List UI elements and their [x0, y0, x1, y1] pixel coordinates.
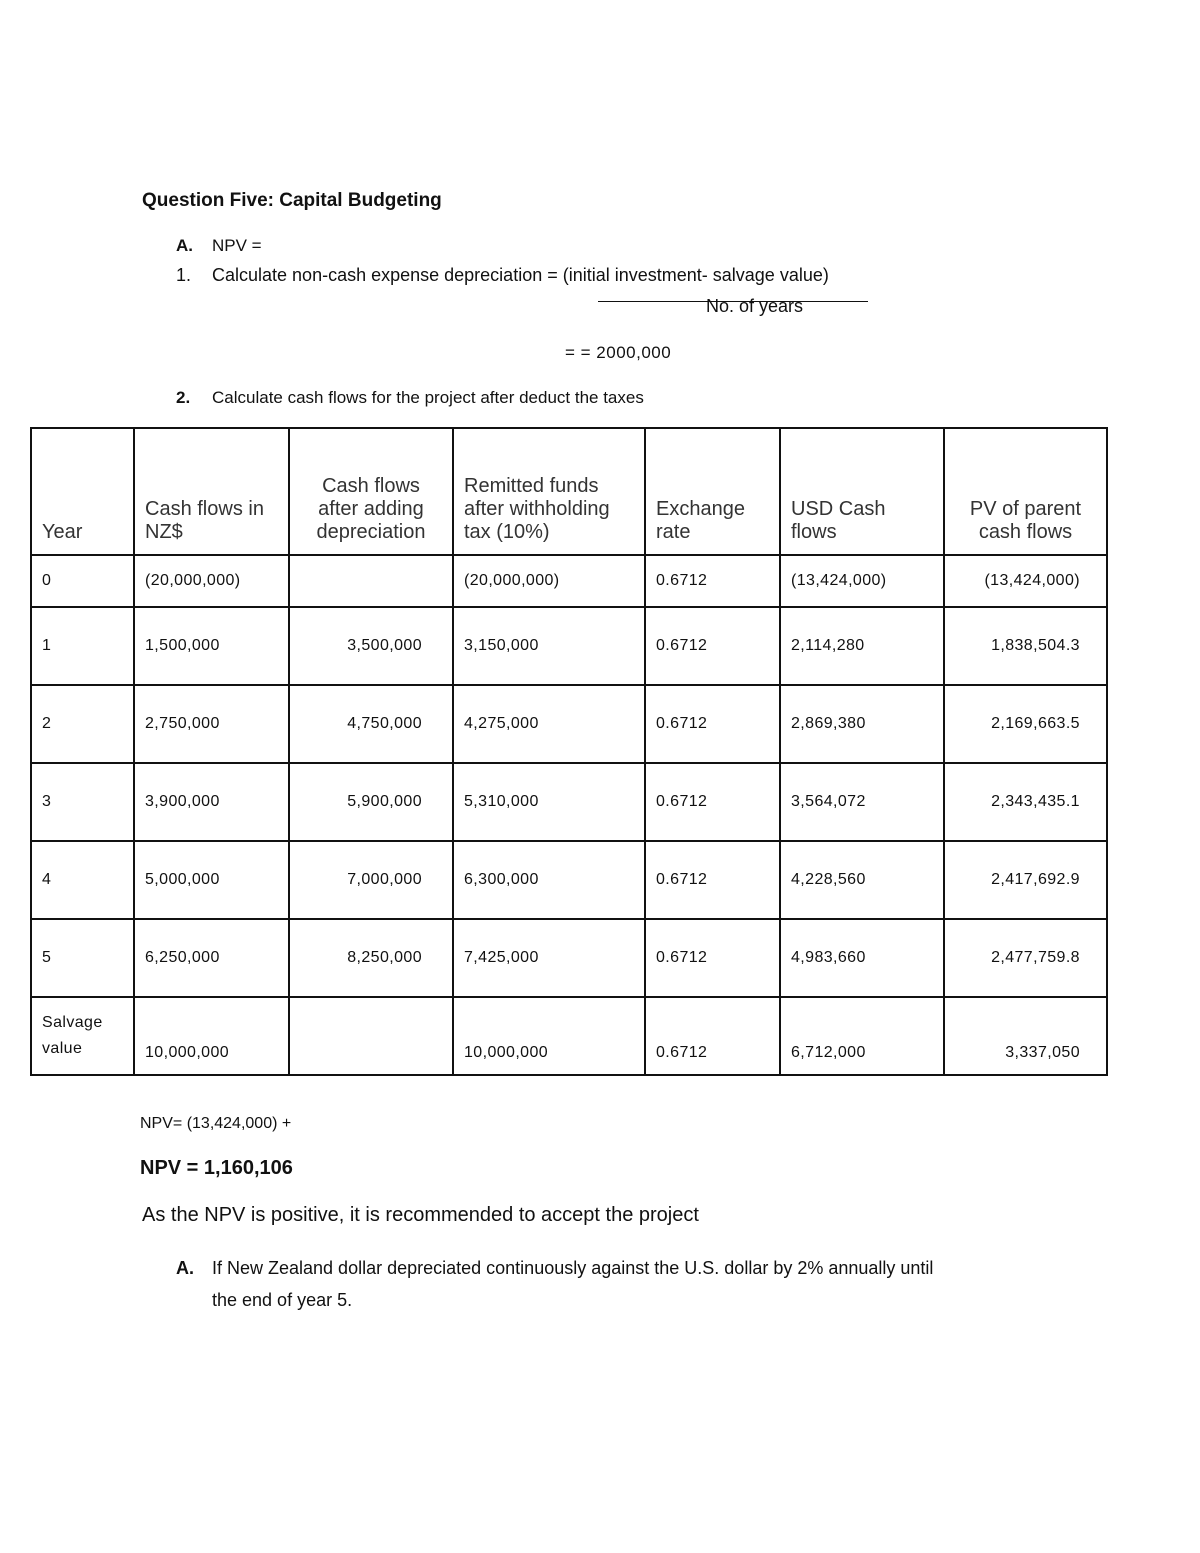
- cell-exchange-rate: 0.6712: [645, 685, 780, 763]
- cell-cash-flows-nzd: (20,000,000): [134, 555, 289, 607]
- cell-cash-flows-nzd: 3,900,000: [134, 763, 289, 841]
- cell-cash-flows-after-depreciation: 4,750,000: [289, 685, 453, 763]
- part-a2-line2: the end of year 5.: [212, 1290, 353, 1310]
- table-row: [31, 763, 1107, 841]
- cell-cash-flows-nzd: 10,000,000: [134, 997, 289, 1075]
- header-usd-cash-flows: USD Cash flows: [780, 428, 944, 555]
- cell-cash-flows-after-depreciation: [289, 555, 453, 607]
- cell-pv-parent: 2,417,692.9: [944, 841, 1107, 919]
- cell-remitted-funds: 5,310,000: [453, 763, 645, 841]
- cell-pv-parent: (13,424,000): [944, 555, 1107, 607]
- cell-cash-flows-nzd: 2,750,000: [134, 685, 289, 763]
- cell-year: 1: [31, 607, 134, 685]
- cell-exchange-rate: 0.6712: [645, 997, 780, 1075]
- step-2: [176, 388, 644, 408]
- cell-cash-flows-nzd: 6,250,000: [134, 919, 289, 997]
- part-a-question: [176, 1252, 933, 1316]
- table-row: [31, 607, 1107, 685]
- cell-remitted-funds: (20,000,000): [453, 555, 645, 607]
- cell-cash-flows-after-depreciation: 7,000,000: [289, 841, 453, 919]
- cell-exchange-rate: 0.6712: [645, 919, 780, 997]
- cell-usd-cash-flows: 3,564,072: [780, 763, 944, 841]
- cell-pv-parent: 3,337,050: [944, 997, 1107, 1075]
- cell-pv-parent: 2,477,759.8: [944, 919, 1107, 997]
- table-header-row: [31, 428, 1107, 555]
- recommendation: As the NPV is positive, it is recommended to accept the project: [142, 1204, 699, 1226]
- cell-year: 2: [31, 685, 134, 763]
- cell-year: 5: [31, 919, 134, 997]
- header-cash-flows-nzd: Cash flows in NZ$: [134, 428, 289, 555]
- cell-exchange-rate: 0.6712: [645, 555, 780, 607]
- cell-year: 0: [31, 555, 134, 607]
- cell-exchange-rate: 0.6712: [645, 607, 780, 685]
- step-1-text: Calculate non-cash expense depreciation = (initial investment- salvage value): [212, 265, 829, 285]
- step-1-marker: 1.: [176, 265, 192, 285]
- cell-cash-flows-after-depreciation: 5,900,000: [289, 763, 453, 841]
- cell-pv-parent: 1,838,504.3: [944, 607, 1107, 685]
- header-pv-parent-cash-flows: PV of parent cash flows: [944, 428, 1107, 555]
- cell-remitted-funds: 3,150,000: [453, 607, 645, 685]
- cell-remitted-funds: 7,425,000: [453, 919, 645, 997]
- cell-year: 4: [31, 841, 134, 919]
- cell-usd-cash-flows: 6,712,000: [780, 997, 944, 1075]
- npv-result: NPV = 1,160,106: [140, 1157, 293, 1179]
- step-1: [176, 265, 829, 286]
- cell-usd-cash-flows: 2,869,380: [780, 685, 944, 763]
- part-a-marker: A.: [176, 236, 193, 255]
- header-year: Year: [31, 428, 134, 555]
- part-a2-marker: A.: [176, 1258, 194, 1278]
- npv-formula: NPV= (13,424,000) +: [140, 1115, 292, 1132]
- table-row: [31, 997, 1107, 1075]
- fraction-denominator: No. of years: [706, 296, 804, 316]
- header-exchange-rate: Exchange rate: [645, 428, 780, 555]
- part-a-heading: [176, 236, 262, 256]
- cell-pv-parent: 2,343,435.1: [944, 763, 1107, 841]
- cash-flow-table: [30, 427, 1108, 1076]
- cell-cash-flows-after-depreciation: 3,500,000: [289, 607, 453, 685]
- header-cash-flows-after-depreciation: Cash flows after adding depreciation: [289, 428, 453, 555]
- cell-year: Salvage value: [31, 997, 134, 1075]
- cell-exchange-rate: 0.6712: [645, 841, 780, 919]
- cell-remitted-funds: 4,275,000: [453, 685, 645, 763]
- cell-cash-flows-after-depreciation: [289, 997, 453, 1075]
- cell-cash-flows-after-depreciation: 8,250,000: [289, 919, 453, 997]
- cell-remitted-funds: 6,300,000: [453, 841, 645, 919]
- cell-usd-cash-flows: 4,983,660: [780, 919, 944, 997]
- cell-usd-cash-flows: (13,424,000): [780, 555, 944, 607]
- header-remitted-funds: Remitted funds after withholding tax (10%): [453, 428, 645, 555]
- table-row: [31, 841, 1107, 919]
- cell-remitted-funds: 10,000,000: [453, 997, 645, 1075]
- part-a2-line1: If New Zealand dollar depreciated continuously against the U.S. dollar by 2% annually until: [212, 1258, 934, 1278]
- table-row: [31, 919, 1107, 997]
- cell-cash-flows-nzd: 5,000,000: [134, 841, 289, 919]
- table-row: [31, 685, 1107, 763]
- step-2-text: Calculate cash flows for the project after deduct the taxes: [212, 388, 644, 407]
- cell-cash-flows-nzd: 1,500,000: [134, 607, 289, 685]
- cell-usd-cash-flows: 4,228,560: [780, 841, 944, 919]
- cell-usd-cash-flows: 2,114,280: [780, 607, 944, 685]
- step-2-marker: 2.: [176, 388, 191, 407]
- cell-year: 3: [31, 763, 134, 841]
- part-a-text: NPV =: [212, 236, 262, 255]
- cell-pv-parent: 2,169,663.5: [944, 685, 1107, 763]
- document-title: Question Five: Capital Budgeting: [142, 190, 442, 211]
- depreciation-result: = = 2000,000: [565, 343, 672, 362]
- cell-exchange-rate: 0.6712: [645, 763, 780, 841]
- table-row: [31, 555, 1107, 607]
